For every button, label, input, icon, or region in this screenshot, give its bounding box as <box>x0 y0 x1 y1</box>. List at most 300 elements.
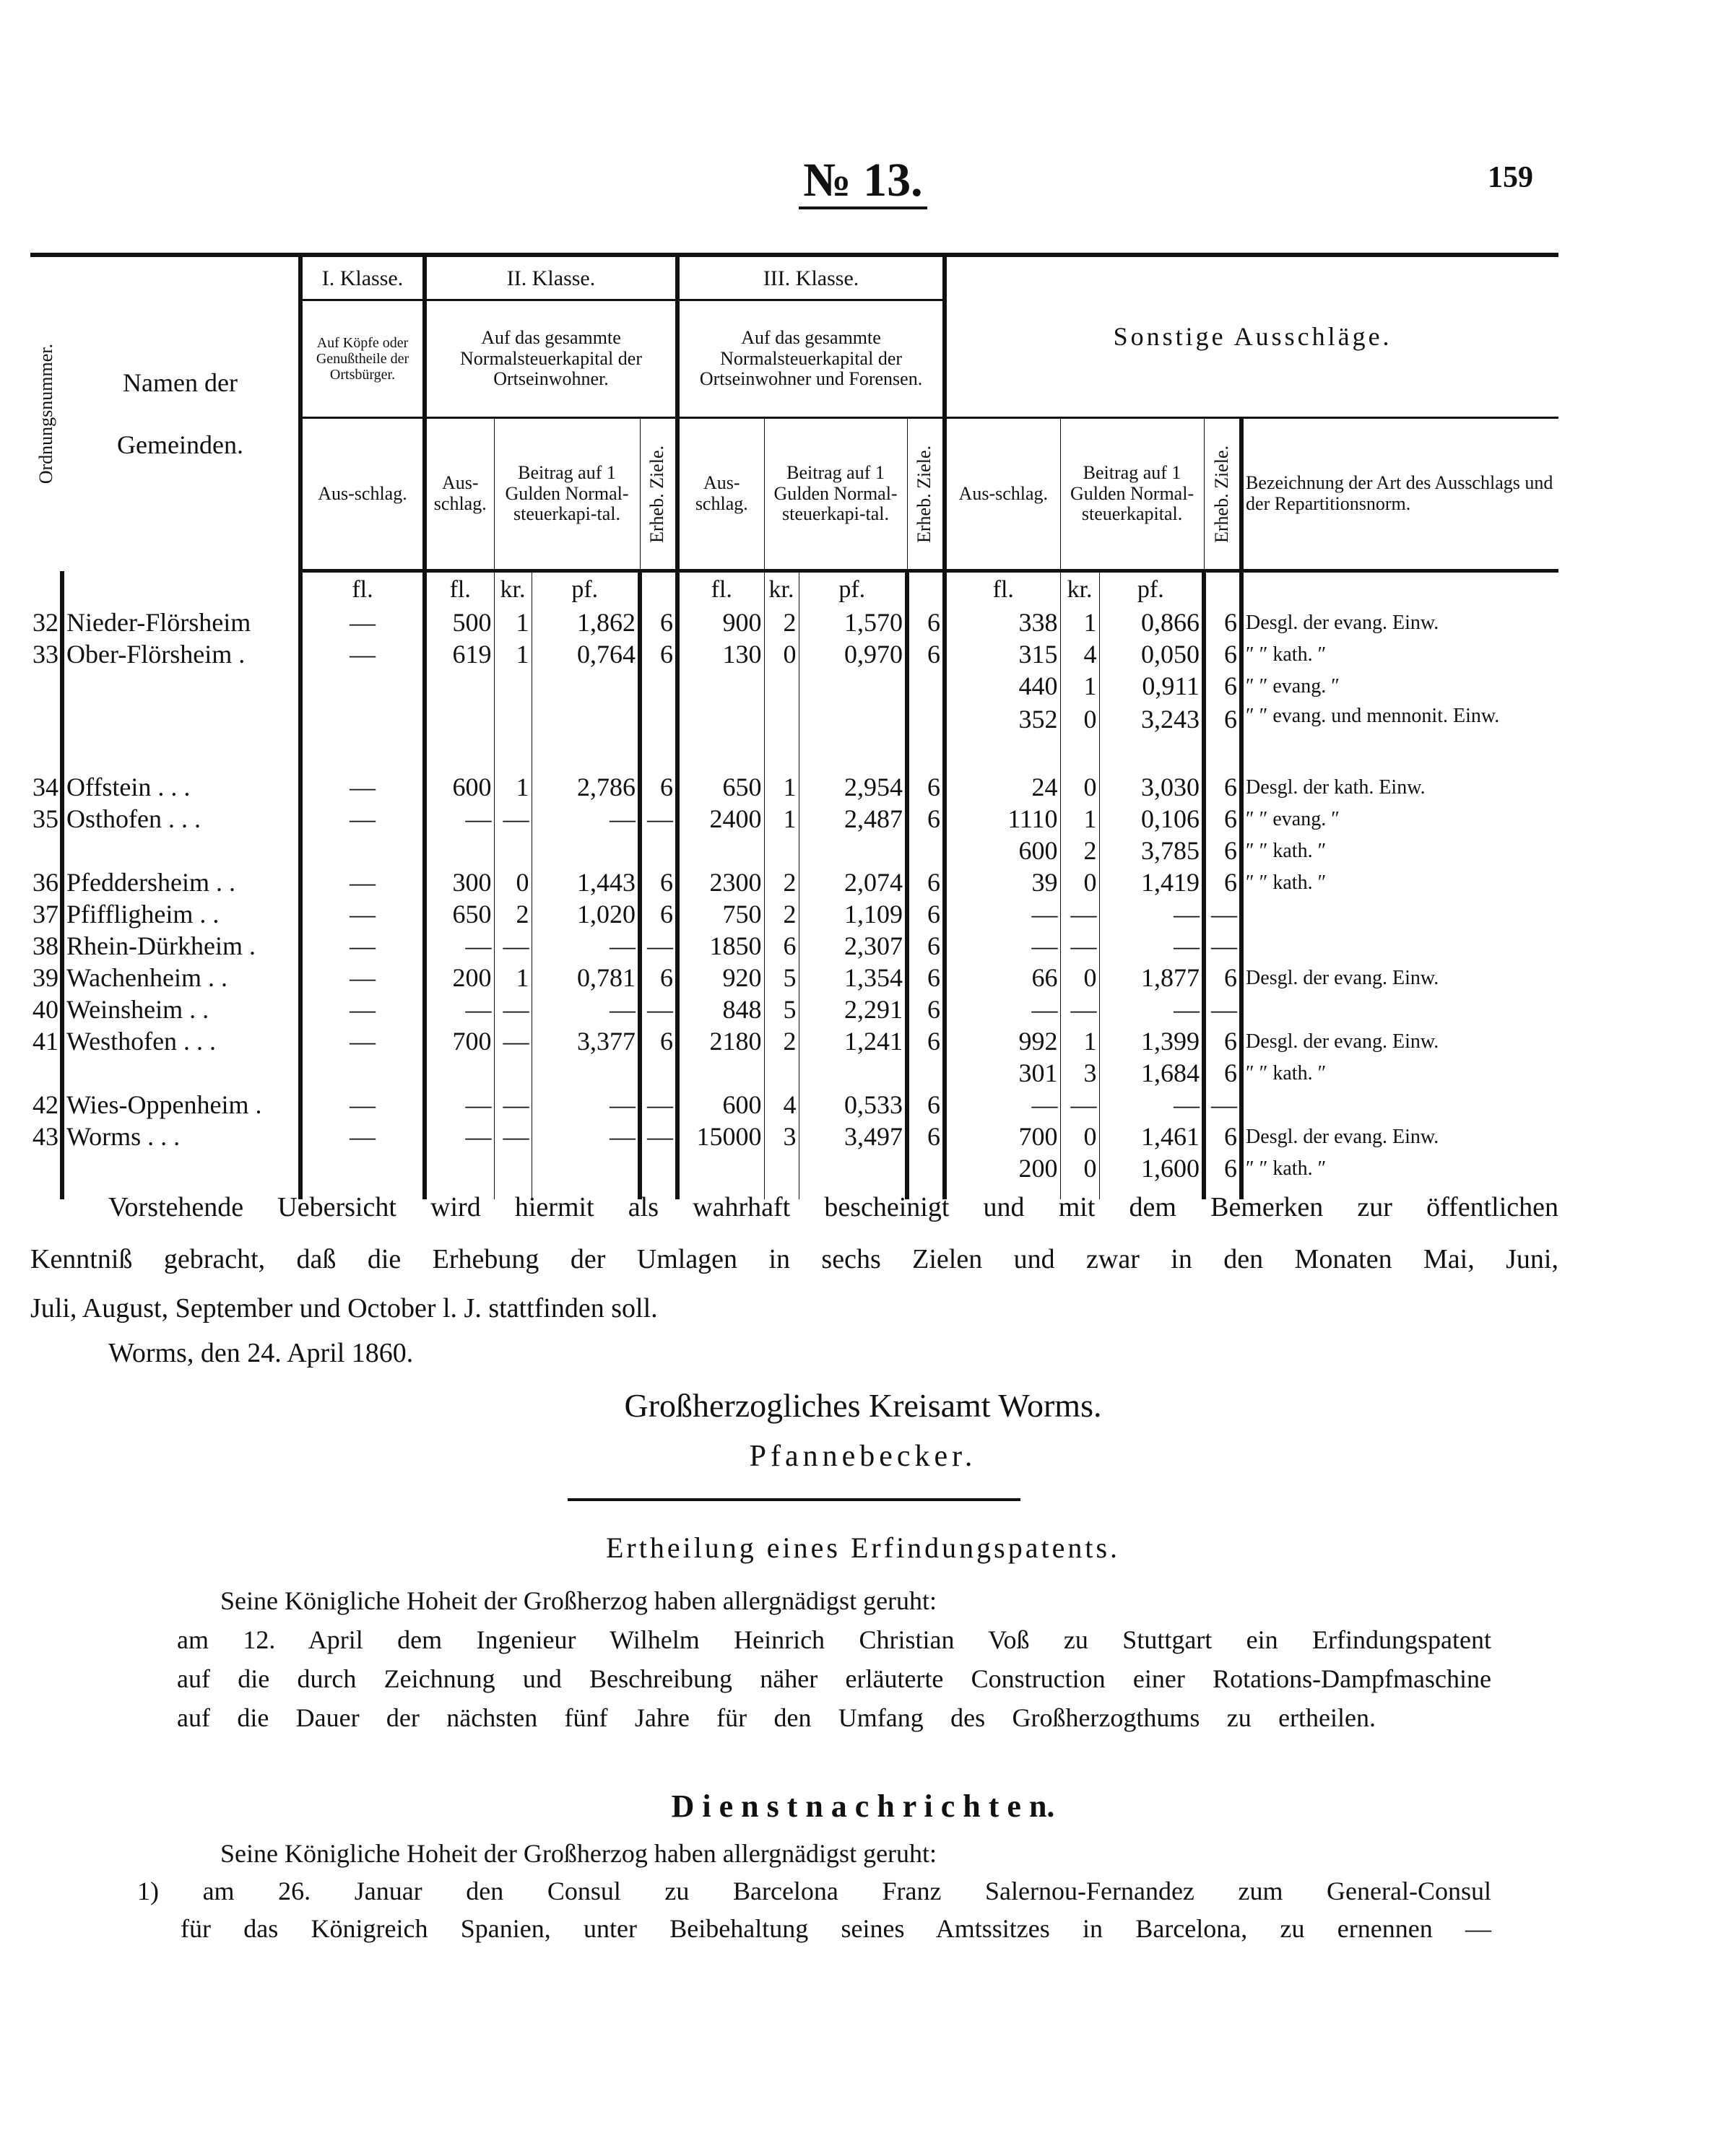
other-kr: 1 <box>1060 1026 1099 1058</box>
class1-amount: — <box>300 804 425 835</box>
row-number: 37 <box>32 900 58 929</box>
class2-pf: — <box>532 931 640 962</box>
row-number: 43 <box>32 1122 58 1152</box>
class3-fl: 1850 <box>677 931 764 962</box>
class3-ziele: 6 <box>907 1090 945 1121</box>
other-pf: 0,911 <box>1099 671 1204 703</box>
table-body <box>30 607 1558 1199</box>
municipality-name: Rhein-Dürkheim . <box>62 931 300 962</box>
patent-title: Ertheilung eines Erfindungspatents. <box>605 1531 1121 1564</box>
municipality-name: Pfiffligheim . . <box>62 899 300 931</box>
class3-ziele: 6 <box>907 607 945 639</box>
class2-fl: 500 <box>425 607 494 639</box>
class3-fl: 848 <box>677 994 764 1026</box>
class3-kr: 2 <box>764 867 799 899</box>
class2-pf: — <box>532 804 640 835</box>
patent-line: am 12. April dem Ingenieur Wilhelm Heinrich Christian Voß zu Stuttgart ein Erfindungspatent <box>177 1625 1491 1654</box>
other-fl: 66 <box>945 962 1060 994</box>
row-number: 34 <box>32 773 58 802</box>
class2-kr: 1 <box>494 962 532 994</box>
other-pf: 3,785 <box>1099 835 1204 867</box>
municipality-name <box>62 1058 300 1090</box>
class2-pf <box>532 703 640 772</box>
other-ziele-header <box>1204 418 1241 571</box>
row-number <box>30 703 62 772</box>
other-pf: 1,399 <box>1099 1026 1204 1058</box>
other-pf: 0,106 <box>1099 804 1204 835</box>
other-description: ″ ″ evang. ″ <box>1241 804 1558 835</box>
class2-kr: 0 <box>494 867 532 899</box>
class3-ziele: 6 <box>907 804 945 835</box>
class2-kr <box>494 1058 532 1090</box>
class2-pf: — <box>532 994 640 1026</box>
other-fl: — <box>945 994 1060 1026</box>
class1-amount: — <box>300 1026 425 1058</box>
other-ziele: 6 <box>1204 703 1241 772</box>
col-order-label: Ordnungsnummer. <box>35 344 56 484</box>
service-intro: Seine Königliche Hoheit der Großherzog haben allergnädigst geruht: <box>220 1839 937 1868</box>
class3-subtitle: Auf das gesammte Normalsteuerkapital der Ortseinwohner und Forensen. <box>677 300 945 418</box>
class1-amount <box>300 703 425 772</box>
other-pf: 1,684 <box>1099 1058 1204 1090</box>
other-description <box>1241 1090 1558 1121</box>
unit-pf: pf. <box>1099 571 1204 608</box>
other-ziele: 6 <box>1204 671 1241 703</box>
table-row <box>30 772 1558 804</box>
other-pf: 1,600 <box>1099 1153 1204 1185</box>
signature: Pfannebecker. <box>749 1440 977 1473</box>
class3-ziele <box>907 1153 945 1185</box>
class3-fl <box>677 703 764 772</box>
class1-amount: — <box>300 962 425 994</box>
other-description: ″ ″ kath. ″ <box>1241 835 1558 867</box>
other-ziele: — <box>1204 1090 1241 1121</box>
class3-fl: 2180 <box>677 1026 764 1058</box>
class2-fl: — <box>425 1121 494 1153</box>
municipality-name: Ober-Flörsheim . <box>62 639 300 671</box>
class2-aus-header: Aus-schlag. <box>425 418 494 571</box>
class2-kr: — <box>494 931 532 962</box>
certification-line: Juli, August, September und October l. J. stattfinden soll. <box>30 1293 658 1323</box>
class3-kr: 0 <box>764 639 799 671</box>
class3-pf: 1,241 <box>799 1026 907 1058</box>
table-row <box>30 607 1558 639</box>
class2-ziele-label: Erheb. Ziele. <box>646 445 668 543</box>
other-pf: — <box>1099 1090 1204 1121</box>
table-row <box>30 931 1558 962</box>
class2-beitrag-header: Beitrag auf 1 Gulden Normal-steuerkapi-tal. <box>494 418 640 571</box>
class2-kr: — <box>494 1026 532 1058</box>
class2-kr <box>494 703 532 772</box>
class3-ziele: 6 <box>907 994 945 1026</box>
class2-ziele: — <box>640 804 677 835</box>
class2-kr: — <box>494 1121 532 1153</box>
municipality-name: Worms . . . <box>62 1121 300 1153</box>
class2-kr: 1 <box>494 772 532 804</box>
class2-ziele: — <box>640 931 677 962</box>
class3-kr: 1 <box>764 804 799 835</box>
municipality-name: Wies-Oppenheim . <box>62 1090 300 1121</box>
other-kr: 2 <box>1060 835 1099 867</box>
class2-ziele: 6 <box>640 639 677 671</box>
class3-ziele: 6 <box>907 1026 945 1058</box>
table-row <box>30 804 1558 835</box>
class2-title: II. Klasse. <box>425 257 677 300</box>
other-kr: 0 <box>1060 772 1099 804</box>
class1-amount: — <box>300 931 425 962</box>
class2-ziele: — <box>640 994 677 1026</box>
other-fl: — <box>945 931 1060 962</box>
class3-kr <box>764 835 799 867</box>
class3-beitrag-header: Beitrag auf 1 Gulden Normal-steuerkapi-tal. <box>764 418 907 571</box>
class2-kr: — <box>494 994 532 1026</box>
class2-fl: — <box>425 931 494 962</box>
unit-fl: fl. <box>945 571 1060 608</box>
class2-ziele: 6 <box>640 772 677 804</box>
class2-subtitle: Auf das gesammte Normalsteuerkapital der Ortseinwohner. <box>425 300 677 418</box>
other-kr: 0 <box>1060 867 1099 899</box>
class2-ziele: 6 <box>640 962 677 994</box>
other-description: ″ ″ kath. ″ <box>1241 1058 1558 1090</box>
class3-title: III. Klasse. <box>677 257 945 300</box>
other-kr: 0 <box>1060 703 1099 772</box>
other-fl: 338 <box>945 607 1060 639</box>
other-kr: 1 <box>1060 607 1099 639</box>
class1-amount: — <box>300 772 425 804</box>
other-fl: 600 <box>945 835 1060 867</box>
class3-kr: 3 <box>764 1121 799 1153</box>
class3-fl: 130 <box>677 639 764 671</box>
municipality-name: Westhofen . . . <box>62 1026 300 1058</box>
unit-kr: kr. <box>1060 571 1099 608</box>
row-number: 40 <box>32 995 58 1025</box>
class2-pf <box>532 1058 640 1090</box>
class3-pf: 2,307 <box>799 931 907 962</box>
municipality-name: Offstein . . . <box>62 772 300 804</box>
other-ziele: 6 <box>1204 639 1241 671</box>
other-aus-header: Aus-schlag. <box>945 418 1060 571</box>
other-kr: — <box>1060 1090 1099 1121</box>
other-description: Desgl. der evang. Einw. <box>1241 962 1558 994</box>
table-row <box>30 703 1558 772</box>
class1-amount: — <box>300 607 425 639</box>
certification-line: Vorstehende Uebersicht wird hiermit als wahrhaft bescheinigt und mit dem Bemerken zur öffentlichen <box>108 1192 1558 1222</box>
other-fl: 992 <box>945 1026 1060 1058</box>
class3-ziele <box>907 703 945 772</box>
class3-fl <box>677 671 764 703</box>
other-kr: 1 <box>1060 804 1099 835</box>
row-number <box>30 835 62 867</box>
municipality-name: Osthofen . . . <box>62 804 300 835</box>
class2-fl <box>425 703 494 772</box>
class2-ziele: 6 <box>640 899 677 931</box>
class2-fl: — <box>425 1090 494 1121</box>
class2-fl <box>425 835 494 867</box>
class2-fl: 650 <box>425 899 494 931</box>
class2-ziele: — <box>640 1121 677 1153</box>
other-ziele: 6 <box>1204 835 1241 867</box>
other-kr: 3 <box>1060 1058 1099 1090</box>
table-row <box>30 1090 1558 1121</box>
other-kr: — <box>1060 994 1099 1026</box>
class3-pf: 1,109 <box>799 899 907 931</box>
certification-line: Kenntniß gebracht, daß die Erhebung der Umlagen in sechs Zielen und zwar in den Monaten Mai, Juni, <box>30 1244 1558 1274</box>
class3-pf: 2,487 <box>799 804 907 835</box>
table-row <box>30 671 1558 703</box>
class3-kr: 5 <box>764 994 799 1026</box>
class1-amount <box>300 1058 425 1090</box>
other-kr: 1 <box>1060 671 1099 703</box>
other-fl: 301 <box>945 1058 1060 1090</box>
class3-kr: 2 <box>764 899 799 931</box>
unit-kr: kr. <box>764 571 799 608</box>
table-row <box>30 899 1558 931</box>
other-kr: 0 <box>1060 1121 1099 1153</box>
other-pf: — <box>1099 899 1204 931</box>
other-description: ″ ″ evang. ″ <box>1241 671 1558 703</box>
class3-fl: 650 <box>677 772 764 804</box>
class3-kr: 1 <box>764 772 799 804</box>
other-ziele: 6 <box>1204 1026 1241 1058</box>
table-row <box>30 639 1558 671</box>
other-description: Desgl. der evang. Einw. <box>1241 607 1558 639</box>
class3-fl <box>677 1153 764 1185</box>
unit-fl: fl. <box>300 571 425 608</box>
patent-intro: Seine Königliche Hoheit der Großherzog haben allergnädigst geruht: <box>220 1586 937 1615</box>
issue-number-text: № 13. <box>799 154 927 209</box>
class2-fl: 300 <box>425 867 494 899</box>
patent-line: auf die durch Zeichnung und Beschreibung näher erläuterte Construction einer Rotations-Dampfmaschine <box>177 1664 1491 1693</box>
other-description <box>1241 931 1558 962</box>
other-pf: — <box>1099 994 1204 1026</box>
class3-pf: 1,570 <box>799 607 907 639</box>
other-fl: — <box>945 899 1060 931</box>
other-description: Desgl. der evang. Einw. <box>1241 1026 1558 1058</box>
other-beitrag-header: Beitrag auf 1 Gulden Normal-steuerkapital. <box>1060 418 1204 571</box>
class3-fl: 2300 <box>677 867 764 899</box>
col-names-header: Namen der Gemeinden. <box>117 368 243 460</box>
class1-amount <box>300 671 425 703</box>
class3-fl <box>677 835 764 867</box>
class3-pf <box>799 703 907 772</box>
table-row <box>30 835 1558 867</box>
municipality-name <box>62 1153 300 1185</box>
table-row <box>30 867 1558 899</box>
municipality-name: Weinsheim . . <box>62 994 300 1026</box>
class3-pf <box>799 1153 907 1185</box>
class3-pf: 2,074 <box>799 867 907 899</box>
other-description: Desgl. der evang. Einw. <box>1241 1121 1558 1153</box>
class2-pf: — <box>532 1121 640 1153</box>
other-kr: — <box>1060 931 1099 962</box>
class1-amount: — <box>300 994 425 1026</box>
unit-pf: pf. <box>799 571 907 608</box>
other-pf: 3,030 <box>1099 772 1204 804</box>
unit-fl: fl. <box>425 571 494 608</box>
class3-pf: 0,533 <box>799 1090 907 1121</box>
class2-fl: 700 <box>425 1026 494 1058</box>
class2-kr: — <box>494 1090 532 1121</box>
class2-fl <box>425 1058 494 1090</box>
class3-pf: 1,354 <box>799 962 907 994</box>
municipality-name <box>62 703 300 772</box>
class3-ziele <box>907 835 945 867</box>
class2-kr: 1 <box>494 607 532 639</box>
other-fl: 1110 <box>945 804 1060 835</box>
table-row <box>30 1058 1558 1090</box>
other-ziele: 6 <box>1204 772 1241 804</box>
class2-ziele <box>640 703 677 772</box>
other-kr: 0 <box>1060 962 1099 994</box>
class3-kr <box>764 1058 799 1090</box>
class3-ziele: 6 <box>907 931 945 962</box>
class2-kr: 1 <box>494 639 532 671</box>
class2-pf: 1,443 <box>532 867 640 899</box>
class3-pf: 3,497 <box>799 1121 907 1153</box>
class2-kr: — <box>494 804 532 835</box>
unit-fl: fl. <box>677 571 764 608</box>
other-pf: 0,866 <box>1099 607 1204 639</box>
municipality-name <box>62 671 300 703</box>
class1-amount: — <box>300 867 425 899</box>
class1-amount: — <box>300 899 425 931</box>
class2-ziele <box>640 1153 677 1185</box>
class3-kr: 2 <box>764 1026 799 1058</box>
class3-kr: 2 <box>764 607 799 639</box>
row-number: 33 <box>32 640 58 669</box>
class1-amount: — <box>300 1090 425 1121</box>
class1-amount: — <box>300 639 425 671</box>
page-number: 159 <box>1488 161 1533 194</box>
other-pf: 0,050 <box>1099 639 1204 671</box>
section-divider <box>568 1498 1020 1501</box>
class2-ziele <box>640 1058 677 1090</box>
class2-pf <box>532 835 640 867</box>
service-line: für das Königreich Spanien, unter Beibehaltung seines Amtssitzes in Barcelona, zu ernennen — <box>181 1914 1491 1943</box>
class3-ziele: 6 <box>907 962 945 994</box>
class3-ziele <box>907 1058 945 1090</box>
class3-ziele: 6 <box>907 867 945 899</box>
other-ziele: — <box>1204 899 1241 931</box>
service-line: 1) am 26. Januar den Consul zu Barcelona Franz Salernou-Fernandez zum General-Consul <box>137 1877 1491 1905</box>
class2-fl <box>425 1153 494 1185</box>
class3-kr: 4 <box>764 1090 799 1121</box>
class3-fl: 15000 <box>677 1121 764 1153</box>
class2-ziele: 6 <box>640 607 677 639</box>
class2-pf: 2,786 <box>532 772 640 804</box>
class3-fl: 750 <box>677 899 764 931</box>
class3-ziele: 6 <box>907 899 945 931</box>
other-ziele: 6 <box>1204 962 1241 994</box>
municipality-name: Wachenheim . . <box>62 962 300 994</box>
other-ziele: 6 <box>1204 1121 1241 1153</box>
class1-amount <box>300 1153 425 1185</box>
class3-ziele-label: Erheb. Ziele. <box>914 445 935 543</box>
class2-pf: 0,764 <box>532 639 640 671</box>
row-number <box>30 671 62 703</box>
authority: Großherzogliches Kreisamt Worms. <box>624 1387 1102 1424</box>
class3-kr <box>764 671 799 703</box>
table-row <box>30 1026 1558 1058</box>
class2-pf <box>532 671 640 703</box>
other-description: ″ ″ kath. ″ <box>1241 867 1558 899</box>
class2-pf: 0,781 <box>532 962 640 994</box>
class3-fl: 600 <box>677 1090 764 1121</box>
other-ziele: 6 <box>1204 1153 1241 1185</box>
row-number <box>30 1058 62 1090</box>
other-description: ″ ″ kath. ″ <box>1241 639 1558 671</box>
other-kr: 4 <box>1060 639 1099 671</box>
class2-fl: — <box>425 804 494 835</box>
other-fl: — <box>945 1090 1060 1121</box>
class2-fl: 600 <box>425 772 494 804</box>
other-pf: 1,877 <box>1099 962 1204 994</box>
other-description: ″ ″ evang. und mennonit. Einw. <box>1241 703 1558 772</box>
other-pf: 1,419 <box>1099 867 1204 899</box>
class2-fl: 200 <box>425 962 494 994</box>
class2-kr <box>494 835 532 867</box>
row-number: 42 <box>32 1090 58 1120</box>
patent-line: auf die Dauer der nächsten fünf Jahre für den Umfang des Großherzogthums zu ertheilen. <box>177 1703 1376 1732</box>
table-row <box>30 994 1558 1026</box>
table-row <box>30 1153 1558 1185</box>
row-number: 36 <box>32 868 58 897</box>
class3-pf <box>799 671 907 703</box>
other-ziele-label: Erheb. Ziele. <box>1210 445 1232 543</box>
class3-kr: 6 <box>764 931 799 962</box>
class3-ziele: 6 <box>907 1121 945 1153</box>
class2-pf: — <box>532 1090 640 1121</box>
class2-fl: 619 <box>425 639 494 671</box>
class2-pf <box>532 1153 640 1185</box>
municipality-name <box>62 835 300 867</box>
service-title: D i e n s t n a c h r i c h t e n. <box>671 1788 1055 1824</box>
other-ziele: — <box>1204 994 1241 1026</box>
class2-kr <box>494 671 532 703</box>
other-fl: 24 <box>945 772 1060 804</box>
class3-aus-header: Aus-schlag. <box>677 418 764 571</box>
row-number: 39 <box>32 963 58 993</box>
class3-kr <box>764 1153 799 1185</box>
other-description <box>1241 899 1558 931</box>
row-number: 32 <box>32 608 58 638</box>
class3-pf <box>799 835 907 867</box>
other-description <box>1241 994 1558 1026</box>
other-ziele: 6 <box>1204 1058 1241 1090</box>
row-number <box>30 1153 62 1185</box>
class1-subtitle: Auf Köpfe oder Genußtheile der Ortsbürger. <box>300 300 425 418</box>
municipality-name: Pfeddersheim . . <box>62 867 300 899</box>
row-number: 38 <box>32 931 58 961</box>
other-fl: 440 <box>945 671 1060 703</box>
class2-kr: 2 <box>494 899 532 931</box>
other-fl: 39 <box>945 867 1060 899</box>
class3-ziele <box>907 671 945 703</box>
class2-pf: 1,862 <box>532 607 640 639</box>
class1-amount <box>300 835 425 867</box>
unit-pf: pf. <box>532 571 640 608</box>
other-fl: 700 <box>945 1121 1060 1153</box>
other-pf: 3,243 <box>1099 703 1204 772</box>
other-description: Desgl. der kath. Einw. <box>1241 772 1558 804</box>
other-ziele: 6 <box>1204 607 1241 639</box>
other-fl: 200 <box>945 1153 1060 1185</box>
class2-pf: 1,020 <box>532 899 640 931</box>
class2-pf: 3,377 <box>532 1026 640 1058</box>
place-date: Worms, den 24. April 1860. <box>108 1338 414 1368</box>
class3-pf: 0,970 <box>799 639 907 671</box>
class1-title: I. Klasse. <box>300 257 425 300</box>
